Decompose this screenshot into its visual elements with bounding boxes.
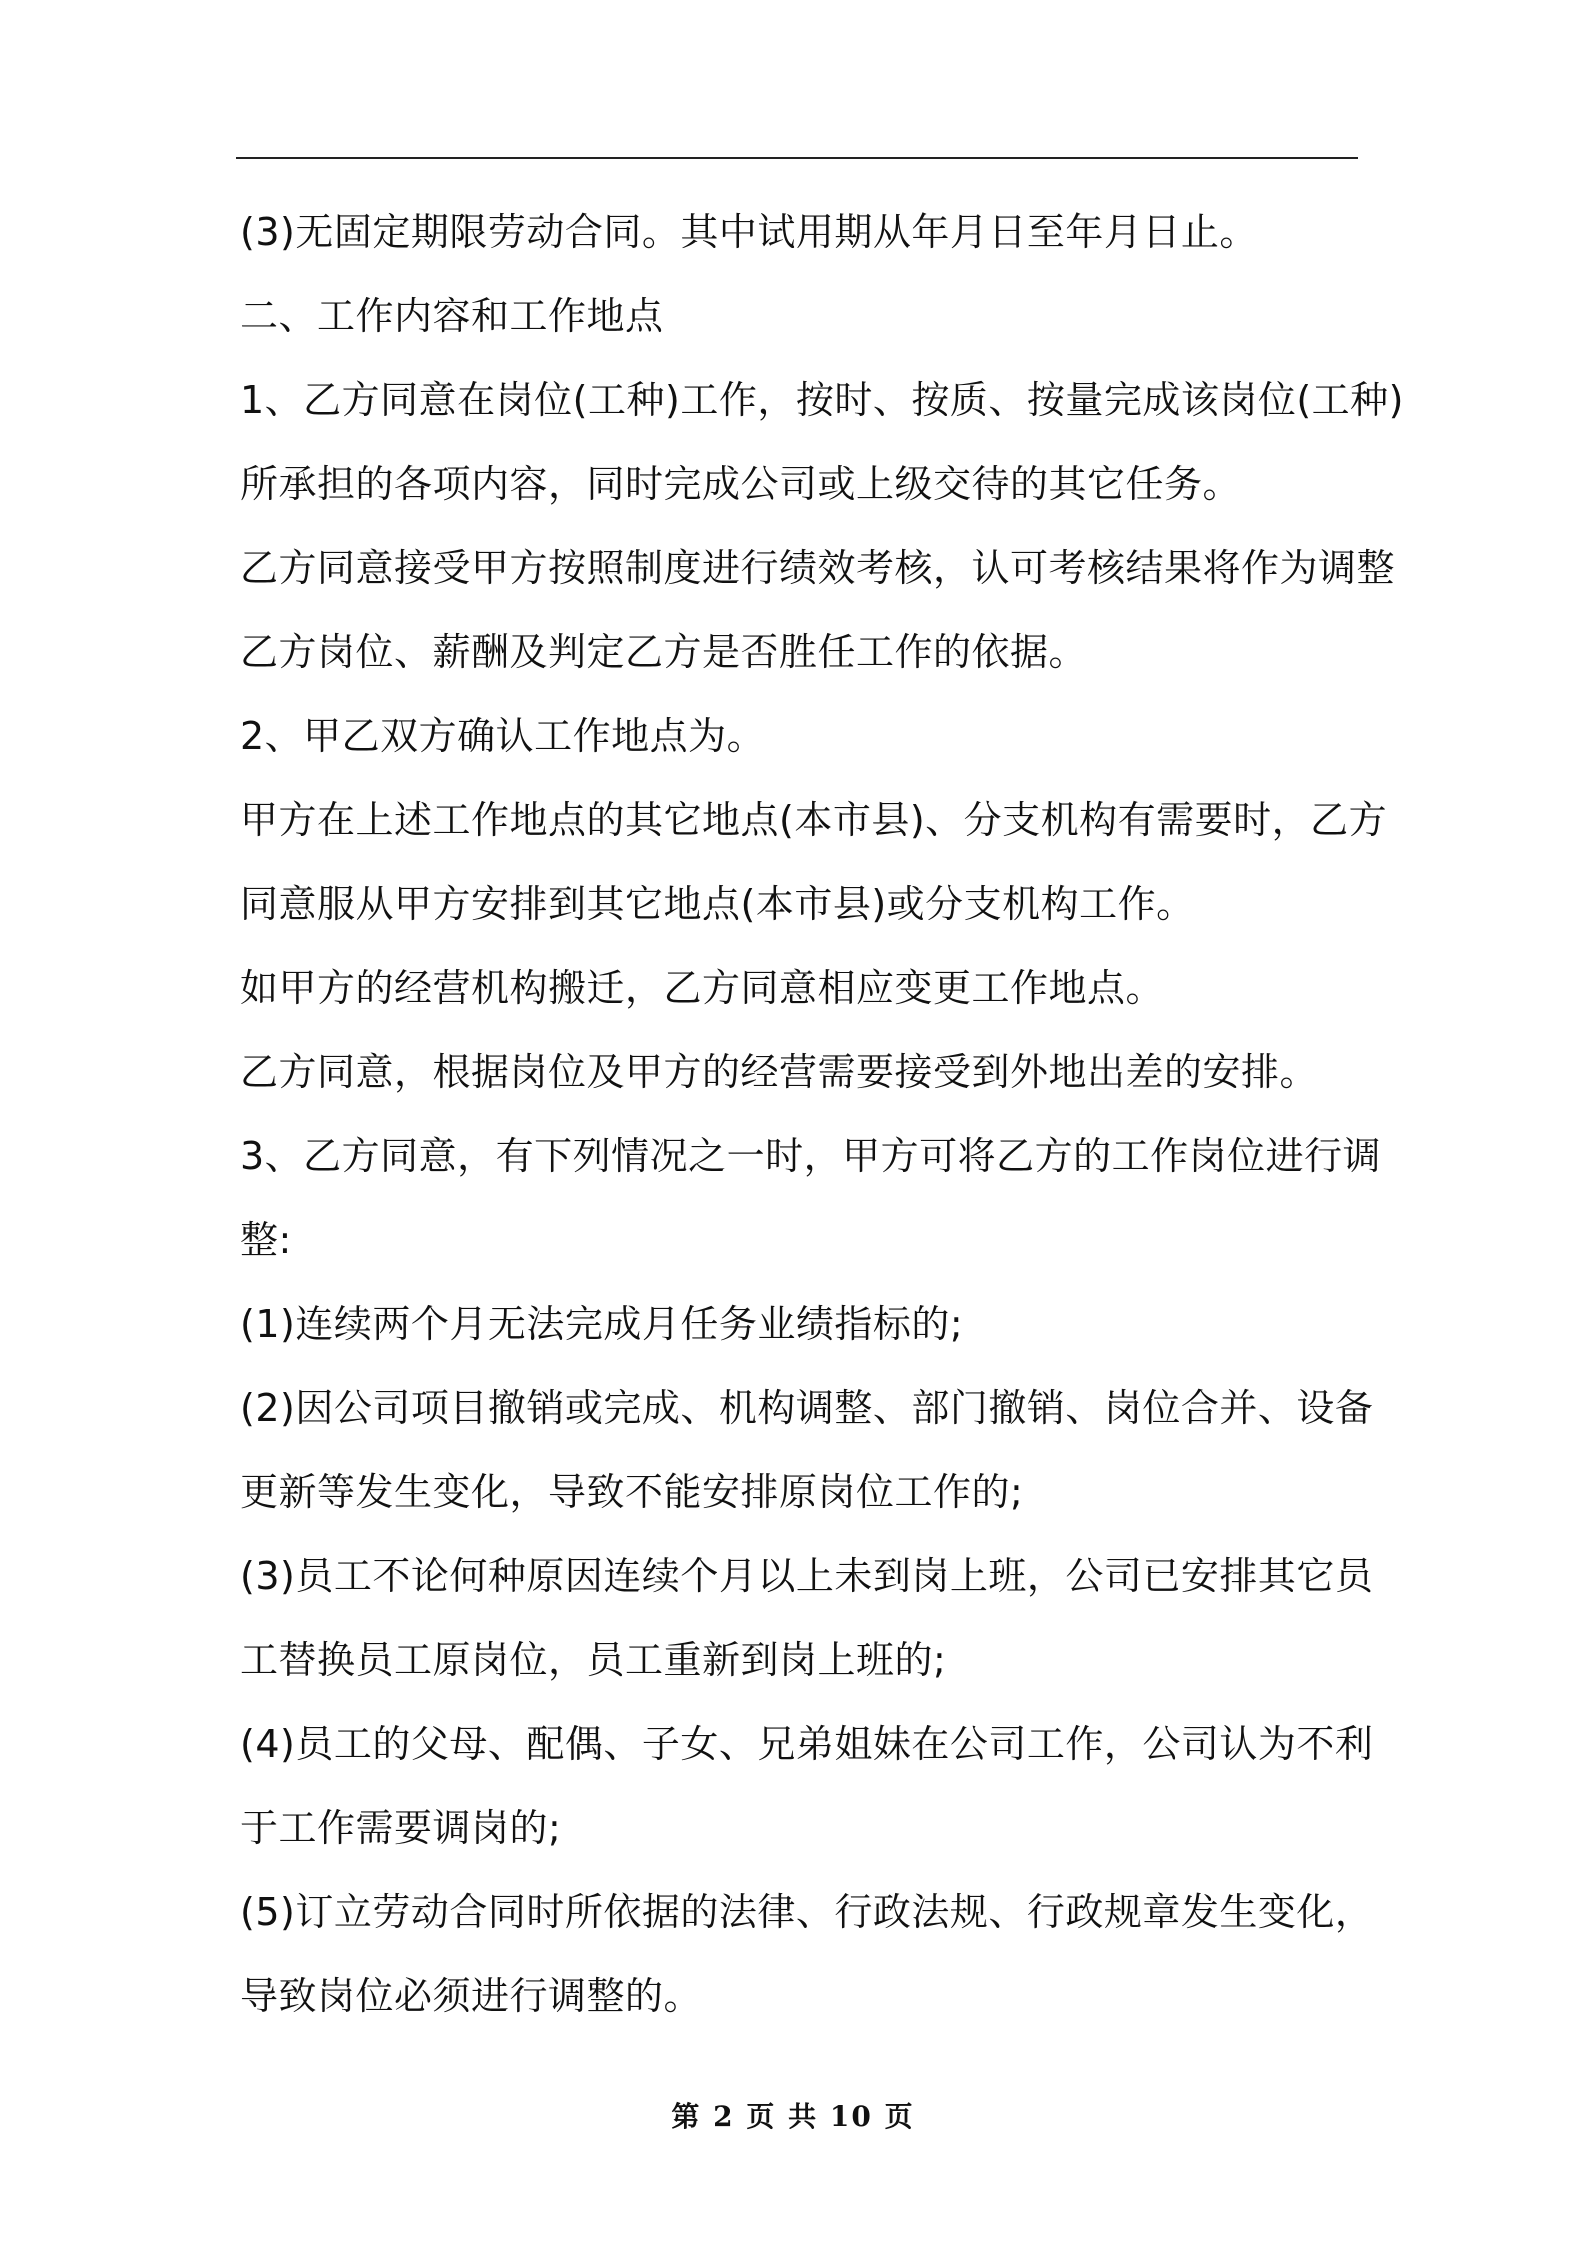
text-line: 于工作需要调岗的; [240, 1806, 562, 1850]
text-line: 整: [240, 1218, 292, 1262]
text-line: 同意服从甲方安排到其它地点(本市县)或分支机构工作。 [240, 882, 1195, 926]
text-line: 3、乙方同意，有下列情况之一时，甲方可将乙方的工作岗位进行调 [240, 1134, 1382, 1178]
list-item: (3)员工不论何种原因连续个月以上未到岗上班，公司已安排其它员 [240, 1554, 1374, 1598]
list-item: (4)员工的父母、配偶、子女、兄弟姐妹在公司工作，公司认为不利 [240, 1722, 1374, 1766]
text-line: 乙方岗位、薪酬及判定乙方是否胜任工作的依据。 [240, 630, 1088, 674]
text-line: 更新等发生变化，导致不能安排原岗位工作的; [240, 1470, 1024, 1514]
text-line: 2、甲乙双方确认工作地点为。 [240, 714, 766, 758]
document-body [240, 190, 1404, 2038]
header-rule [236, 157, 1358, 159]
text-line: 乙方同意接受甲方按照制度进行绩效考核，认可考核结果将作为调整 [240, 546, 1396, 590]
text-line: 如甲方的经营机构搬迁，乙方同意相应变更工作地点。 [240, 966, 1165, 1010]
list-item: (1)连续两个月无法完成月任务业绩指标的; [240, 1302, 964, 1346]
text-line: 导致岗位必须进行调整的。 [240, 1974, 703, 2018]
page-number: 第 2 页 共 10 页 [671, 2100, 915, 2133]
text-line: 1、乙方同意在岗位(工种)工作，按时、按质、按量完成该岗位(工种) [240, 378, 1404, 422]
list-item: (2)因公司项目撤销或完成、机构调整、部门撤销、岗位合并、设备 [240, 1386, 1374, 1430]
list-item: (5)订立劳动合同时所依据的法律、行政法规、行政规章发生变化， [240, 1890, 1374, 1934]
text-line: 所承担的各项内容，同时完成公司或上级交待的其它任务。 [240, 462, 1242, 506]
text-line: 甲方在上述工作地点的其它地点(本市县)、分支机构有需要时，乙方 [240, 798, 1388, 842]
text-line: 乙方同意，根据岗位及甲方的经营需要接受到外地出差的安排。 [240, 1050, 1319, 1094]
section-heading: 二、工作内容和工作地点 [240, 294, 664, 338]
text-line: (3)无固定期限劳动合同。其中试用期从年月日至年月日止。 [240, 210, 1258, 254]
text-line: 工替换员工原岗位，员工重新到岗上班的; [240, 1638, 947, 1682]
